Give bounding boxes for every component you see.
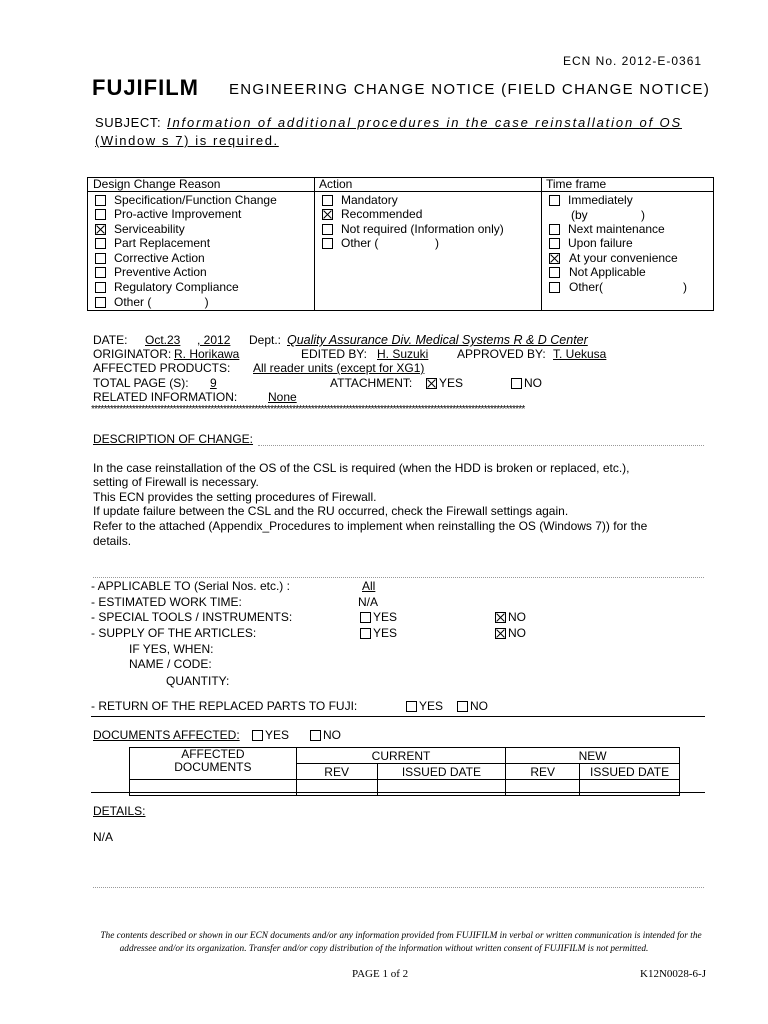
special-tools-yes-checkbox[interactable] [360,612,371,623]
documents-no-checkbox[interactable] [310,730,321,741]
description-dotted-line [258,445,704,446]
date-value: Oct.23 [145,333,181,347]
total-pages-label: TOTAL PAGE (S): [93,376,189,390]
disclaimer-line-2: addressee and/or its organization. Transfer and/or copy distribution of the information without written consent of FUJIFILM is not permitted. [119,944,649,954]
reason-checkbox-regulatory[interactable] [95,282,106,293]
special-tools-yes-label: YES [373,610,398,624]
supply-yes-label: YES [373,626,398,640]
action-checkbox-mandatory[interactable] [322,195,333,206]
reason-label: Other ( ) [114,295,209,309]
design-change-reason-header: Design Change Reason [93,177,221,191]
affected-doc-cell[interactable] [130,780,297,796]
action-label: Not required (Information only) [341,222,504,236]
documents-no-label: NO [323,728,341,742]
affected-products-label: AFFECTED PRODUCTS: [93,361,231,375]
affected-products-value: All reader units (except for XG1) [253,361,425,375]
timeframe-label: Immediately [568,193,633,207]
description-heading: DESCRIPTION OF CHANGE: [93,432,254,446]
special-tools-no-label: NO [508,610,526,624]
affected-header-line-2: DOCUMENTS [174,760,252,774]
timeframe-label: At your convenience [569,251,678,265]
description-end-dotted-line [93,577,704,578]
action-checkbox-other[interactable] [322,238,333,249]
details-dotted-line [93,887,704,888]
attachment-label: ATTACHMENT: [330,376,413,390]
separator-line: ****************************************************************************************************************************************** [91,404,525,415]
edited-by-value: H. Suzuki [377,347,429,361]
date-label: DATE: [93,333,128,347]
new-issued-header: ISSUED DATE [580,764,680,780]
fujifilm-logo: FUJIFILM [92,75,199,100]
disclaimer-line-1: The contents described or shown in our ECN documents and/or any information provided from FUJIFILM in verbal or written communication is intended for the [100,931,702,941]
approved-by-label: APPROVED BY: [457,347,546,361]
reason-label: Serviceability [114,222,185,236]
reason-label: Regulatory Compliance [114,280,239,294]
dept-value: Quality Assurance Div. Medical Systems R & D Center [287,333,588,347]
timeframe-label: Upon failure [568,236,633,250]
current-issued-cell[interactable] [377,780,506,796]
action-header: Action [319,177,353,191]
special-tools-no-checkbox[interactable] [495,612,506,623]
dept-label: Dept.: [249,333,282,347]
approved-by-value: T. Uekusa [553,347,607,361]
description-line: If update failure between the CSL and the RU occurred, check the Firewall settings again. [93,504,569,518]
reason-checkbox-serviceability[interactable] [95,224,106,235]
attachment-yes-checkbox[interactable] [426,378,437,389]
attachment-yes-label: YES [439,376,464,390]
documents-yes-checkbox[interactable] [252,730,263,741]
details-value: N/A [93,830,114,844]
reason-checkbox-corrective[interactable] [95,253,106,264]
action-label: Recommended [341,207,423,221]
new-rev-cell[interactable] [506,780,580,796]
reason-label: Part Replacement [114,236,211,250]
timeframe-checkbox-not-applicable[interactable] [549,267,560,278]
new-header: NEW [506,748,680,764]
description-line: Refer to the attached (Appendix_Procedures to implement when reinstalling the OS (Windows 7)) for the [93,519,648,533]
timeframe-label: Other( ) [569,280,688,294]
attachment-no-checkbox[interactable] [511,378,522,389]
supply-yes-checkbox[interactable] [360,628,371,639]
current-header: CURRENT [296,748,506,764]
supply-no-label: NO [508,626,526,640]
name-code-label: NAME / CODE: [129,657,212,671]
description-line: setting of Firewall is necessary. [93,475,259,489]
return-yes-checkbox[interactable] [406,701,417,712]
timeframe-checkbox-at-convenience[interactable] [549,253,560,264]
page-title: ENGINEERING CHANGE NOTICE (FIELD CHANGE NOTICE) [229,81,711,98]
description-line: details. [93,534,132,548]
originator-label: ORIGINATOR: [93,347,172,361]
reason-label: Corrective Action [114,251,205,265]
documents-yes-label: YES [265,728,290,742]
action-checkbox-not-required[interactable] [322,224,333,235]
time-frame-header: Time frame [546,177,607,191]
ecn-number: ECN No. 2012-E-0361 [563,54,703,68]
return-no-label: NO [470,699,488,713]
quantity-label: QUANTITY: [166,674,230,688]
special-tools-label: - SPECIAL TOOLS / INSTRUMENTS: [91,610,293,624]
new-rev-header: REV [506,764,580,780]
return-parts-label: - RETURN OF THE REPLACED PARTS TO FUJI: [91,699,358,713]
return-yes-label: YES [419,699,444,713]
timeframe-checkbox-next-maintenance[interactable] [549,224,560,235]
reason-checkbox-part-replacement[interactable] [95,238,106,249]
current-rev-cell[interactable] [296,780,377,796]
reason-label: Preventive Action [114,265,207,279]
current-issued-header: ISSUED DATE [377,764,506,780]
details-heading: DETAILS: [93,804,146,818]
reason-checkbox-proactive[interactable] [95,209,106,220]
originator-value: R. Horikawa [174,347,240,361]
affected-documents-table [129,747,680,796]
page-number: PAGE 1 of 2 [352,968,409,980]
return-no-checkbox[interactable] [457,701,468,712]
related-info-value: None [268,390,297,404]
work-time-label: - ESTIMATED WORK TIME: [91,595,242,609]
action-label: Mandatory [341,193,398,207]
reason-checkbox-preventive[interactable] [95,267,106,278]
edited-by-label: EDITED BY: [301,347,368,361]
total-pages-value: 9 [210,376,217,390]
timeframe-checkbox-upon-failure[interactable] [549,238,560,249]
action-label: Other ( ) [341,236,440,250]
if-yes-when-label: IF YES, WHEN: [129,642,214,656]
action-checkbox-recommended[interactable] [322,209,333,220]
supply-articles-label: - SUPPLY OF THE ARTICLES: [91,626,257,640]
attachment-no-label: NO [524,376,542,390]
timeframe-label: Next maintenance [568,222,665,236]
work-time-value: N/A [358,595,379,609]
subject-line-1: Information of additional procedures in the case reinstallation of OS [167,115,682,130]
current-rev-header: REV [296,764,377,780]
return-divider [91,716,705,717]
applicable-to-label: - APPLICABLE TO (Serial Nos. etc.) : [91,579,290,593]
timeframe-by-label: (by ) [571,208,646,222]
related-info-label: RELATED INFORMATION: [93,390,238,404]
timeframe-checkbox-other[interactable] [549,282,560,293]
subject-line-2: (Window s 7) is required. [95,133,279,148]
applicable-to-value: All [362,579,376,593]
documents-affected-label: DOCUMENTS AFFECTED: [93,728,240,742]
reason-label: Specification/Function Change [114,193,277,207]
supply-no-checkbox[interactable] [495,628,506,639]
reason-checkbox-specification[interactable] [95,195,106,206]
subject-label: SUBJECT: [95,115,162,130]
document-code: K12N0028-6-J [640,968,706,980]
date-year: , 2012 [197,333,231,347]
reason-checkbox-other[interactable] [95,297,106,308]
documents-divider [91,792,705,793]
timeframe-checkbox-immediately[interactable] [549,195,560,206]
description-line: This ECN provides the setting procedures of Firewall. [93,490,377,504]
affected-header-line-1: AFFECTED [181,747,245,761]
description-line: In the case reinstallation of the OS of the CSL is required (when the HDD is broken or replaced, etc.), [93,461,630,475]
timeframe-label: Not Applicable [569,265,646,279]
new-issued-cell[interactable] [580,780,680,796]
reason-label: Pro-active Improvement [114,207,242,221]
